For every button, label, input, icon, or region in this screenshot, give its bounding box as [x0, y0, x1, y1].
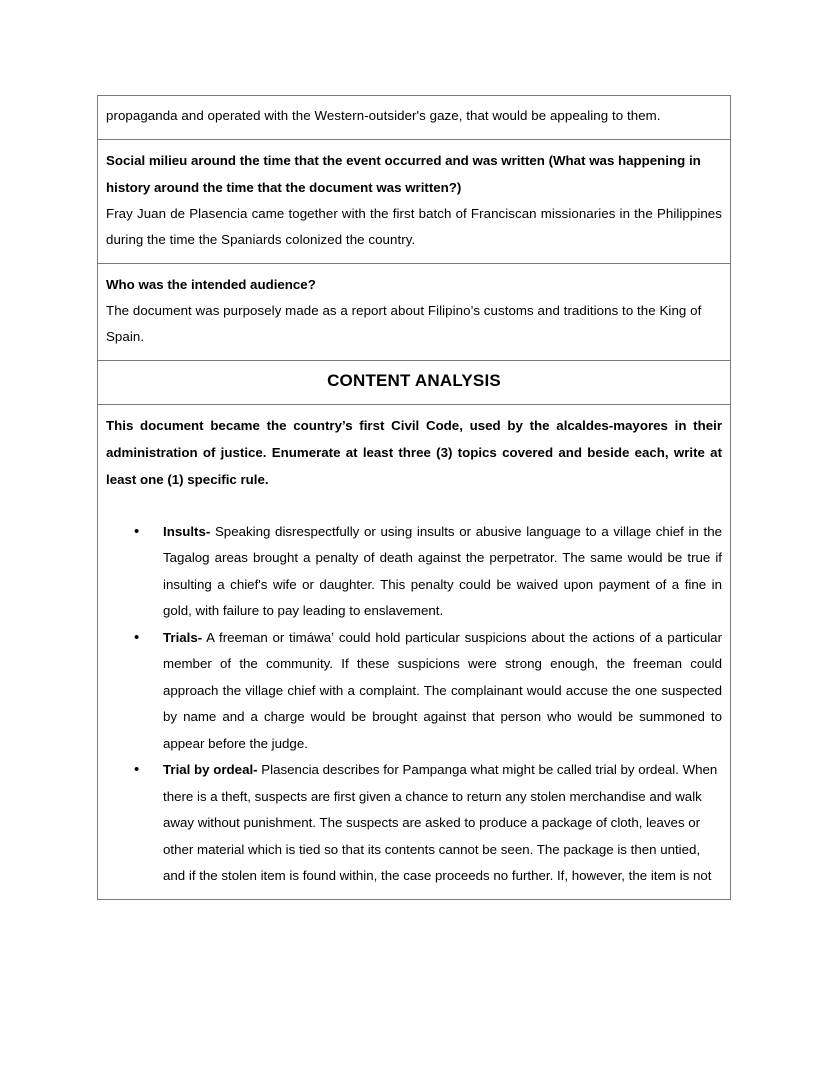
- topic-bullet-list: [106, 519, 722, 890]
- table-row-social-milieu: [98, 139, 731, 263]
- social-milieu-question: Social milieu around the time that the event occurred and was written (What was happening in history around the time that the document was written?): [106, 152, 701, 195]
- worksheet-table: [97, 95, 731, 900]
- paragraph-spacer: [106, 493, 722, 519]
- list-item: [106, 625, 722, 758]
- content-analysis-title: CONTENT ANALYSIS: [327, 370, 501, 390]
- cell-social-milieu: [98, 139, 731, 263]
- table-row-intended-audience: [98, 263, 731, 360]
- table-row-continued-paragraph: [98, 96, 731, 140]
- bullet-body-text: Speaking disrespectfully or using insults or abusive language to a village chief in the Tagalog areas brought a penalty of death against the perpetrator. The same would be true if insulting a chief's wife or daughter. This penalty could be waived upon payment of a fine in gold, with failure to pay leading to enslavement.: [163, 523, 722, 618]
- bullet-lead-label: Trials-: [163, 629, 203, 645]
- list-item: [106, 519, 722, 625]
- bullet-body-text: A freeman or timáwaʼ could hold particular suspicions about the actions of a particular member of the community. If these suspicions were strong enough, the freeman could approach the village chief with a complaint. The complainant would accuse the one suspected by name and a charge would be brought against that person who would be summoned to appear before the judge.: [163, 629, 722, 751]
- intended-audience-question: Who was the intended audience?: [106, 276, 316, 292]
- list-item: [106, 757, 722, 890]
- cell-intended-audience: [98, 263, 731, 360]
- bullet-lead-label: Trial by ordeal-: [163, 762, 258, 777]
- content-analysis-instruction: This document became the country’s first Civil Code, used by the alcaldes-mayores in their administration of justice. Enumerate at least three (3) topics covered and beside each, write at least one (1) specific rule.: [106, 417, 722, 487]
- bullet-body-text: Plasencia describes for Pampanga what might be called trial by ordeal. When there is a theft, suspects are first given a chance to return any stolen merchandise and walk away without punishment. The suspects are asked to produce a package of cloth, leaves or other material which is tied so that its contents cannot be seen. The package is then untied, and if the stolen item is found within, the case proceeds no further. If, however, the item is not: [163, 762, 718, 883]
- cell-content-analysis-header: [98, 360, 731, 404]
- table-row-content-analysis-header: [98, 360, 731, 404]
- cell-content-analysis-body: [98, 404, 731, 899]
- cell-continued-paragraph: [98, 96, 731, 140]
- intended-audience-answer: The document was purposely made as a report about Filipino’s customs and traditions to the King of Spain.: [106, 302, 702, 344]
- bullet-lead-label: Insults-: [163, 523, 211, 539]
- table-row-content-analysis-body: [98, 404, 731, 899]
- social-milieu-answer: Fray Juan de Plasencia came together with the first batch of Franciscan missionaries in the Philippines during the time the Spaniards colonized the country.: [106, 205, 722, 247]
- continued-paragraph-text: propaganda and operated with the Western-outsider's gaze, that would be appealing to them.: [106, 108, 661, 123]
